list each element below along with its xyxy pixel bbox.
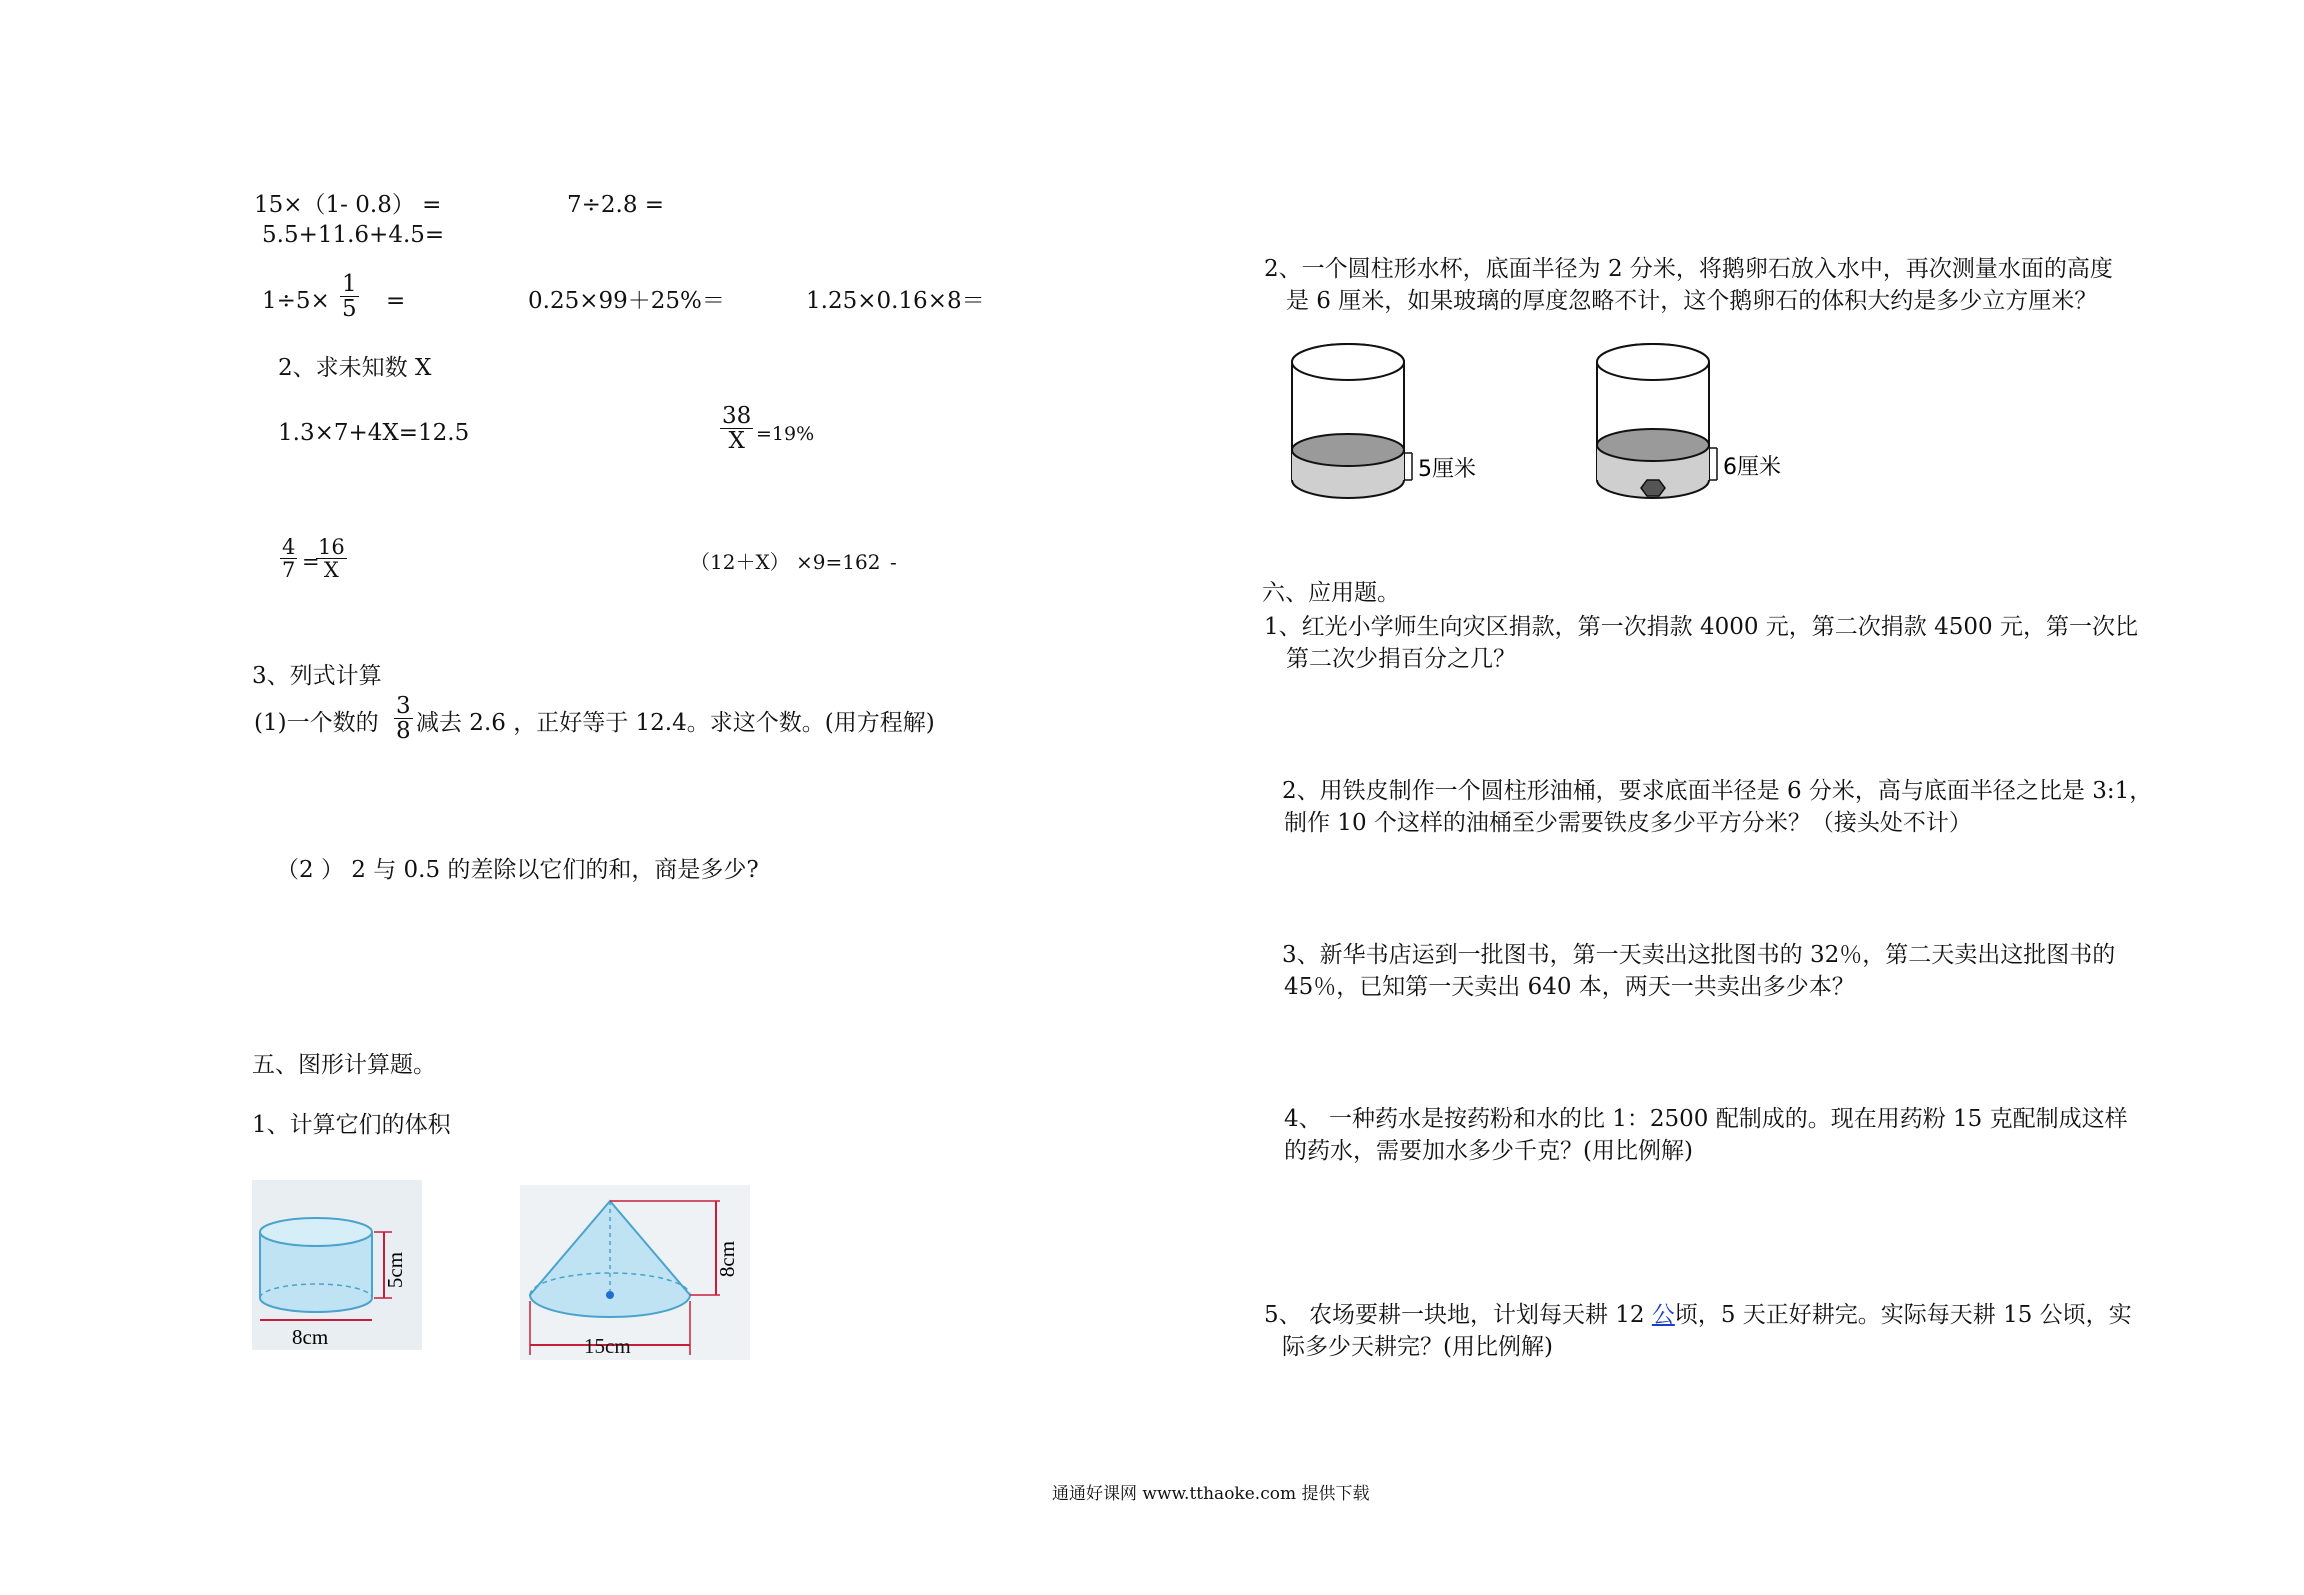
q6-3-line2: 45％，已知第一天卖出 640 本，两天一共卖出多少本？ <box>1284 974 1855 1000</box>
section2-title: 2、求未知数 X <box>278 355 432 381</box>
cylinder-top <box>260 1218 372 1246</box>
cylinder-figure <box>252 1180 422 1350</box>
calc-row1-b: 7÷2.8 = <box>567 192 665 218</box>
fraction-numerator: 38 <box>722 403 752 429</box>
pebble-icon <box>1641 480 1665 496</box>
q6-1-line2: 第二次少捐百分之几？ <box>1286 646 1516 672</box>
cone-diameter-label: 15cm <box>584 1334 631 1358</box>
hectare-link[interactable]: 公 <box>1651 1302 1675 1328</box>
q6-3-line1: 3、新华书店运到一批图书，第一天卖出这批图书的 32％，第二天卖出这批图书的 <box>1282 942 2116 968</box>
calc-row1-a: 15×（1- 0.8） = <box>254 192 442 218</box>
fraction-numerator: 4 <box>282 535 296 559</box>
water-surface <box>1292 434 1404 466</box>
equation-4: （12＋X） ×9=162 <box>690 550 881 574</box>
q3-2: （2 ） 2 与 0.5 的差除以它们的和，商是多少? <box>276 857 759 883</box>
q6-4-line2: 的药水，需要加水多少千克？(用比例解) <box>1284 1138 1693 1164</box>
cup2-level-label: 6厘米 <box>1723 455 1781 480</box>
fraction-numerator: 16 <box>318 535 345 559</box>
q6-1-line1: 1、红光小学师生向灾区捐款，第一次捐款 4000 元，第二次捐款 4500 元，第一次比 <box>1264 614 2138 640</box>
equation-3-right-fraction <box>316 536 347 581</box>
cylinder-height-label: 5cm <box>383 1251 407 1289</box>
q6-5-text-a: 5、 农场要耕一块地，计划每天耕 12 <box>1264 1302 1652 1328</box>
calc-row2: 5.5+11.6+4.5= <box>262 222 445 248</box>
footer-credit: 通通好课网 www.tthaoke.com 提供下载 <box>1052 1484 1370 1504</box>
cup-rim <box>1292 344 1404 380</box>
fraction-numerator: 1 <box>342 271 357 297</box>
fraction-denominator: 8 <box>396 718 411 745</box>
equation-1: 1.3×7+4X=12.5 <box>278 420 470 446</box>
cone-height-label: 8cm <box>715 1240 739 1278</box>
cone-figure <box>520 1185 750 1360</box>
equation-3-equals: = <box>302 550 320 574</box>
cup1-level-label: 5厘米 <box>1418 457 1476 482</box>
equation-2-suffix: =19% <box>756 423 815 445</box>
q6-2-line1: 2、用铁皮制作一个圆柱形油桶，要求底面半径是 6 分米，高与底面半径之比是 3:1， <box>1282 778 2153 804</box>
calc-row3-a-fraction <box>340 272 359 321</box>
fraction-denominator: X <box>728 428 745 455</box>
q3-1-prefix: (1)一个数的 <box>254 710 379 736</box>
section6-title: 六、应用题。 <box>1262 580 1400 606</box>
section5-title: 五、图形计算题。 <box>252 1052 436 1078</box>
q3-1-fraction <box>394 694 413 743</box>
fraction-denominator: 7 <box>282 558 296 583</box>
q5-1: 1、计算它们的体积 <box>252 1112 451 1138</box>
equation-3-left-fraction <box>280 536 297 581</box>
q5-2-line2: 是 6 厘米，如果玻璃的厚度忽略不计，这个鹅卵石的体积大约是多少立方厘米？ <box>1286 288 2098 314</box>
q3-1-suffix: 减去 2.6 ，正好等于 12.4。求这个数。(用方程解) <box>416 710 935 736</box>
q6-2-line2: 制作 10 个这样的油桶至少需要铁皮多少平方分米？（接头处不计） <box>1284 810 1972 836</box>
q6-5-text-b: 顷，5 天正好耕完。实际每天耕 15 公顷，实 <box>1674 1302 2132 1328</box>
fraction-denominator: X <box>323 558 339 583</box>
section3-title: 3、列式计算 <box>252 663 382 689</box>
calc-row3-b: 0.25×99＋25%＝ <box>528 288 725 314</box>
calc-row3-a-suffix: = <box>386 288 406 314</box>
fraction-denominator: 5 <box>342 296 357 323</box>
calc-row3-c: 1.25×0.16×8＝ <box>806 288 985 314</box>
water-surface <box>1597 429 1709 461</box>
cylinder-diameter-label: 8cm <box>292 1325 329 1349</box>
cup-rim <box>1597 344 1709 380</box>
cone-center-dot <box>606 1291 614 1299</box>
q5-2-line1: 2、一个圆柱形水杯，底面半径为 2 分米，将鹅卵石放入水中，再次测量水面的高度 <box>1264 256 2113 282</box>
q6-4-line1: 4、 一种药水是按药粉和水的比 1：2500 配制成的。现在用药粉 15 克配制成这样 <box>1284 1106 2128 1132</box>
q6-5-line1 <box>1264 1302 2132 1330</box>
cup-figure-2 <box>1585 330 1795 510</box>
equation-4-mark: - <box>890 550 897 574</box>
calc-row3-a-prefix: 1÷5× <box>262 288 330 314</box>
equation-2-fraction <box>720 404 753 453</box>
cup-figure-1 <box>1280 330 1490 505</box>
q6-5-line2: 际多少天耕完？(用比例解) <box>1282 1334 1553 1360</box>
fraction-numerator: 3 <box>396 693 411 719</box>
